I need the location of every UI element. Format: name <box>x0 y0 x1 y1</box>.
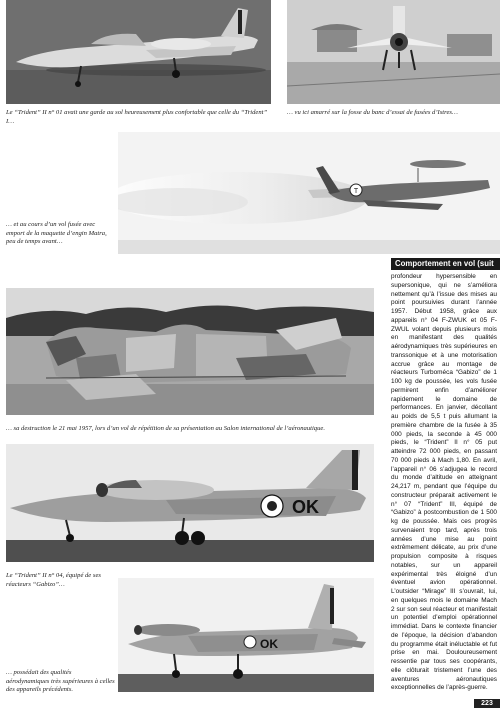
caption-trident-01: Le “Trident” II n° 01 avait une garde au sol heureusement plus confortable que celle du “Trident” I… <box>6 109 268 125</box>
code-letters-04: OK <box>292 497 319 517</box>
caption-destruction: … sa destruction le 21 mai 1957, lors d’un vol de répétition de sa présentation au Salon international de l’aéronautique. <box>6 425 325 432</box>
photo-trident-06 <box>118 578 374 692</box>
code-letters-06: OK <box>260 637 278 651</box>
photo-trident-rocket-flight <box>118 132 500 254</box>
caption-rocket-flight: … et au cours d’un vol fusée avec emport de la maquette d’engin Matra, peu de temps avant… <box>6 221 107 246</box>
photo-trident-04 <box>6 444 374 562</box>
caption-trident-04: Le “Trident” II n° 04, équipé de ses réacteurs “Gabizo”… <box>6 572 101 588</box>
page-number: 223 <box>474 699 500 708</box>
roundel-letter: T <box>353 188 359 195</box>
section-heading: Comportement en vol (suit <box>391 258 500 270</box>
photo-trident-test-stand <box>287 0 500 104</box>
caption-test-stand: … vu ici amarré sur la fosse du banc d’essai de fusées d’Istres… <box>287 109 458 116</box>
photo-trident-01-ground <box>6 0 271 104</box>
caption-trident-06: … possédait des qualités aérodynamiques très supérieures à celles des appareils précédents. <box>6 669 115 694</box>
body-text: profondeur hypersensible en supersonique, qui ne s’améliora nettement qu’à l’issue des mises au point poursuivies durant l’année 1957. Début 1958, grâce aux appareils n° 04 F-ZWUK et 05 F-ZWUL volant depuis plusieurs mois en manifestant des qualités aérodynamiques très supérieures en transsonique et à une motorisation accrue grâce au montage de réacteurs Turboméca “Gabizo” de 1 100 kg de poussée, les vols fusée permirent enfin d’améliorer rapidement le domaine de performances. En janvier, décollant au poids de 5,5 t puis allumant la première chambre de la fusée à 35 000 pieds, la seconde à 45 000 pieds, le “Trident” II n° 05 put atteindre 72 000 pieds, en passant 70 000 pieds à Mach 1,80. En avril, l’appareil n° 06 s’adjugea le record du monde d’altitude en atteignant 24,217 m, pendant que l’équipe du constructeur préparait activement le n° 07 “Trident” III, équipé de “Gabizo” à postcombustion de 1 500 kg de poussée. Mais ces progrès survenaient trop tard, après trois années d’une mise au point extrêmement délicate, au prix d’une propulsion composite à risques notables, sur un appareil expérimental très éloigné d’un éventuel avion opérationnel. L’outsider “Mirage” III s’ouvrait, lui, en quelques mois le domaine Mach 2 sur son seul réacteur et manifestait un potentiel d’emploi opérationnel immédiat. Dans le contexte financier de l’époque, la décision d’abandon du programme était inéluctable et fut prise en mai. Douloureusement ressentie par tous ses coopérants, elle clôturait tristement l’une des aventures aéronautiques exceptionnelles de l’après-guerre. <box>391 273 497 692</box>
photo-trident-wreck <box>6 288 374 415</box>
